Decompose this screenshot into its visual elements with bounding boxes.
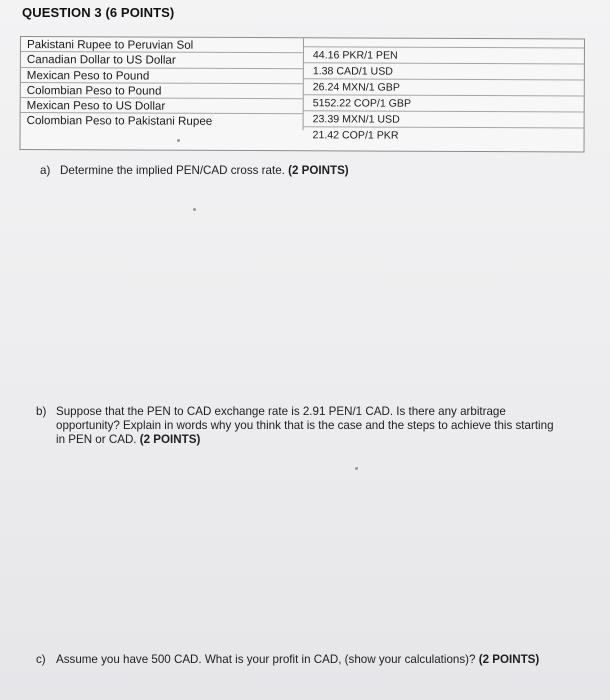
- question-b: [36, 405, 566, 447]
- question-b-body: [56, 405, 561, 447]
- question-b-label: b): [36, 405, 47, 418]
- exchange-rate-cell: 21.42 COP/1 PKR: [312, 129, 399, 142]
- question-a: [40, 164, 349, 178]
- currency-pair-cell: Mexican Peso to US Dollar: [21, 98, 303, 115]
- question-b-text: Suppose that the PEN to CAD exchange rate is 2.91 PEN/1 CAD. Is there any arbitrage opportunity? Explain in words why you think that is the case and the steps to achieve this starting in PEN or CAD.: [56, 405, 554, 446]
- stray-mark: [177, 139, 180, 142]
- exchange-rates-table: [20, 36, 585, 152]
- question-heading: QUESTION 3 (6 POINTS): [22, 5, 175, 20]
- question-a-text: Determine the implied PEN/CAD cross rate.: [60, 164, 285, 177]
- exchange-rate-cell: 23.39 MXN/1 USD: [303, 111, 584, 128]
- question-c: [36, 653, 596, 667]
- currency-pair-column: [21, 37, 304, 130]
- stray-mark: [355, 467, 358, 470]
- question-a-points: (2 POINTS): [288, 164, 349, 177]
- currency-pair-cell: Canadian Dollar to US Dollar: [21, 52, 303, 69]
- currency-pair-cell: Mexican Peso to Pound: [21, 68, 303, 85]
- question-c-label: c): [36, 653, 46, 666]
- exchange-rate-cell: 44.16 PKR/1 PEN: [303, 47, 584, 64]
- question-b-points: (2 POINTS): [139, 433, 201, 446]
- stray-mark: [193, 208, 196, 211]
- currency-pair-cell: Colombian Peso to Pound: [21, 83, 303, 100]
- exchange-rate-cell: 26.24 MXN/1 GBP: [303, 79, 584, 96]
- currency-pair-cell: Colombian Peso to Pakistani Rupee: [26, 114, 213, 129]
- question-c-text: Assume you have 500 CAD. What is your profit in CAD, (show your calculations)?: [56, 653, 476, 666]
- exchange-rate-cell: 5152.22 COP/1 GBP: [303, 95, 584, 112]
- currency-pair-cell: Pakistani Rupee to Peruvian Sol: [21, 37, 303, 54]
- question-c-points: (2 POINTS): [478, 653, 540, 666]
- exchange-rate-column: [303, 38, 584, 151]
- question-a-label: a): [40, 164, 51, 177]
- exchange-rate-cell: 1.38 CAD/1 USD: [303, 63, 584, 80]
